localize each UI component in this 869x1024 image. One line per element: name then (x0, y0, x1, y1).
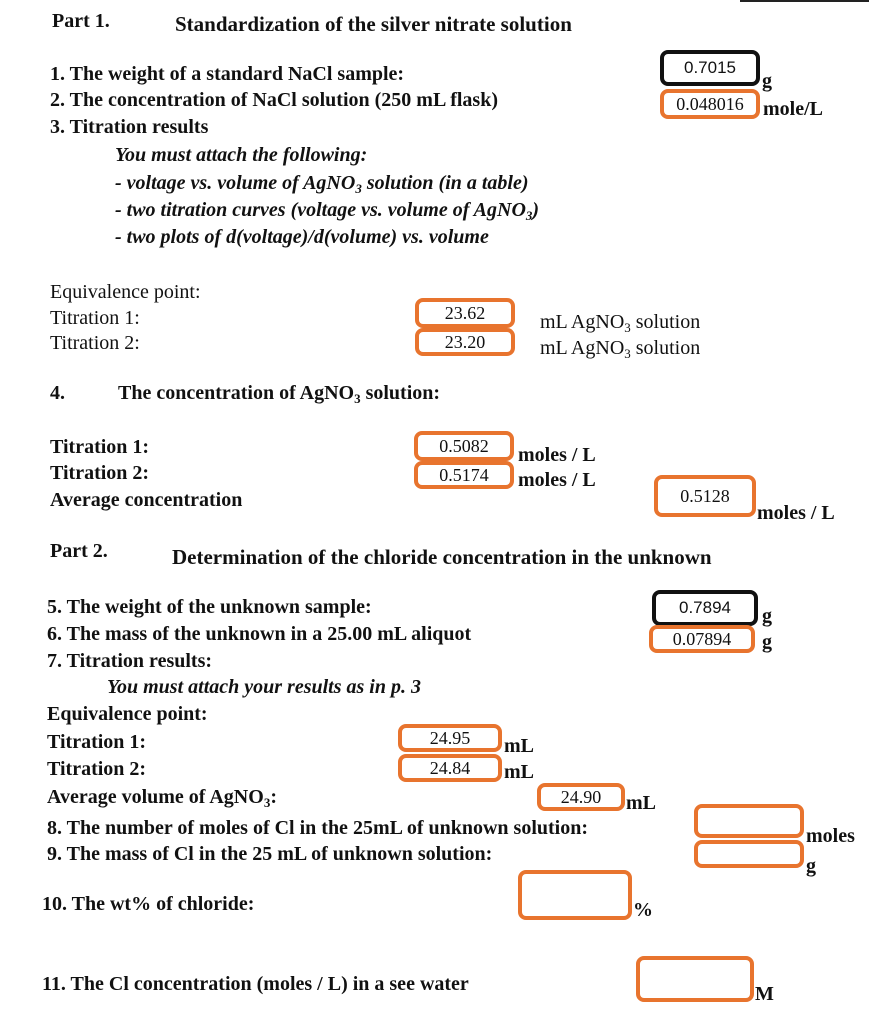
cl-mass-field[interactable] (694, 840, 804, 868)
unknown-weight-field[interactable] (652, 590, 758, 626)
item7-avg-unit: mL (626, 792, 656, 814)
item10-text: 10. The wt% of chloride: (42, 893, 255, 915)
aliquot-mass-value: 0.07894 (672, 628, 732, 649)
chloride-wt-percent-field[interactable] (518, 870, 632, 920)
equivalence1-t1-value: 23.62 (444, 302, 486, 323)
item4-number: 4. (50, 382, 65, 404)
nacl-weight-value: 0.7015 (684, 58, 736, 77)
nacl-weight-field[interactable] (660, 50, 760, 86)
item8-unit: moles (806, 825, 855, 847)
unknown-t2-field[interactable] (398, 754, 502, 782)
item4-t2-label: Titration 2: (50, 462, 150, 484)
item7-t2-label: Titration 2: (47, 758, 147, 780)
attach-line3: - two plots of d(voltage)/d(volume) vs. volume (115, 226, 489, 248)
part2-label: Part 2. (50, 540, 108, 562)
item7-t1-label: Titration 1: (47, 731, 147, 753)
part1-label: Part 1. (52, 10, 110, 32)
item10-unit: % (633, 899, 653, 921)
item8-text: 8. The number of moles of Cl in the 25mL of unknown solution: (47, 817, 589, 839)
attach-title: You must attach the following: (115, 144, 368, 166)
agno3-t1-field[interactable] (414, 431, 514, 461)
item7-t1-unit: mL (504, 735, 534, 757)
page-edge-line (740, 0, 869, 2)
item4-avg-label: Average concentration (50, 489, 243, 511)
equivalence1-t2-value: 23.20 (444, 331, 486, 352)
item9-unit: g (806, 855, 816, 877)
agno3-t2-value: 0.5174 (439, 464, 489, 485)
part1-title: Standardization of the silver nitrate solution (175, 12, 572, 36)
part2-title: Determination of the chloride concentration in the unknown (172, 545, 712, 569)
item6-unit: g (762, 631, 772, 653)
unknown-t1-field[interactable] (398, 724, 502, 752)
attach-line1: - voltage vs. volume of AgNO$_3$ solution (in a table) (115, 172, 529, 196)
nacl-concentration-value: 0.048016 (676, 93, 744, 114)
item9-text: 9. The mass of Cl in the 25 mL of unknown solution: (47, 843, 493, 865)
equivalence1-t1-unit: mL AgNO$_3$ solution (540, 311, 701, 335)
item2-text: 2. The concentration of NaCl solution (250 mL flask) (50, 89, 498, 111)
unknown-t2-value: 24.84 (429, 757, 471, 778)
equivalence1-t2-unit: mL AgNO$_3$ solution (540, 337, 701, 361)
agno3-average-value: 0.5128 (680, 485, 730, 506)
item4-t1-label: Titration 1: (50, 436, 150, 458)
item3-text: 3. Titration results (50, 116, 209, 138)
item4-t2-unit: moles / L (518, 469, 596, 491)
aliquot-mass-field[interactable] (649, 625, 755, 653)
equivalence1-t1-label: Titration 1: (50, 307, 140, 329)
agno3-average-field[interactable] (654, 475, 756, 517)
item7-text: 7. Titration results: (47, 650, 213, 672)
item4-avg-unit: moles / L (757, 502, 835, 524)
item1-text: 1. The weight of a standard NaCl sample: (50, 63, 405, 85)
item5-text: 5. The weight of the unknown sample: (47, 596, 372, 618)
equivalence1-t2-field[interactable] (415, 328, 515, 356)
item5-unit: g (762, 605, 772, 627)
item7-t2-unit: mL (504, 761, 534, 783)
unknown-avg-field[interactable] (537, 783, 625, 811)
unknown-t1-value: 24.95 (429, 727, 471, 748)
agno3-t2-field[interactable] (414, 461, 514, 489)
item11-unit: M (755, 983, 774, 1005)
item1-unit: g (762, 70, 772, 92)
item7-heading: Equivalence point: (47, 703, 208, 725)
item7-avg-label: Average volume of AgNO$_3$: (47, 786, 277, 810)
unknown-avg-value: 24.90 (560, 786, 602, 807)
cl-moles-field[interactable] (694, 804, 804, 838)
item6-text: 6. The mass of the unknown in a 25.00 mL aliquot (47, 623, 472, 645)
item2-unit: mole/L (763, 98, 823, 120)
item7-attach: You must attach your results as in p. 3 (107, 676, 421, 698)
nacl-concentration-field[interactable] (660, 89, 760, 119)
item11-text: 11. The Cl concentration (moles / L) in a see water (42, 973, 469, 995)
attach-line2: - two titration curves (voltage vs. volume of AgNO$_3$) (115, 199, 540, 223)
equivalence1-t1-field[interactable] (415, 298, 515, 328)
unknown-weight-value: 0.7894 (679, 598, 731, 617)
item4-text: The concentration of AgNO$_3$ solution: (118, 382, 441, 406)
equivalence1-t2-label: Titration 2: (50, 332, 140, 354)
agno3-t1-value: 0.5082 (439, 435, 489, 456)
seawater-cl-concentration-field[interactable] (636, 956, 754, 1002)
item4-t1-unit: moles / L (518, 444, 596, 466)
equivalence1-heading: Equivalence point: (50, 281, 201, 303)
